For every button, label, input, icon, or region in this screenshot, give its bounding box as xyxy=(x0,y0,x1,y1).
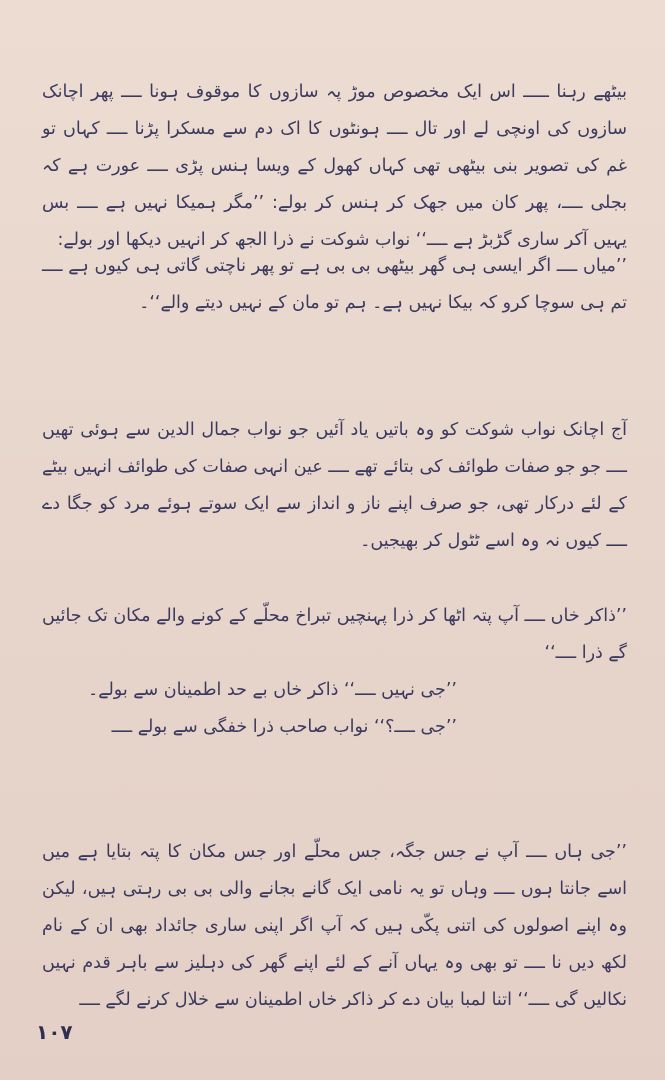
paragraph: ’’ذاکر خاں ــــ آپ پتہ اٹھا کر ذرا پہنچیں تبراخ محلّے کے کونے والے مکان تک جائیں گے ذرا ــــ‘‘ xyxy=(42,606,627,663)
dialogue-block xyxy=(42,598,627,746)
paragraph: ’’جی نہیں ــــ‘‘ ذاکر خاں بے حد اطمینان سے بولے۔ xyxy=(87,680,457,700)
paragraph-block xyxy=(42,834,627,1019)
paragraph-block xyxy=(42,412,627,560)
paragraph-block xyxy=(42,248,627,322)
paragraph: ’’جی ــــ؟‘‘ نواب صاحب ذرا خفگی سے بولے ــــ xyxy=(111,717,457,737)
paragraph: بیٹھے رہنا ـــــ اس ایک مخصوص موڑ پہ سازوں کا موقوف ہونا ــــ پھر اچانک سازوں کی اونچی لے اور تال ــــ ہونٹوں کا اک دم سے مسکرا پڑنا ــــ کہاں تو غم کی تصویر بنی بیٹھی تھی کہاں کھول کے ویسا ہنس پڑی ــــ عورت ہے کہ بجلی ــــ، پھر کان میں جھک کر ہنس کر بولے: ’’مگر ہمیکا نہیں ہے ــــ بس یہیں آکر ساری گڑبڑ ہے ــــ‘‘ نواب شوکت نے ذرا الجھ کر انہیں دیکھا اور بولے: xyxy=(42,82,627,250)
page-number: ۱۰۷ xyxy=(36,1020,73,1044)
paragraph: ’’جی ہاں ــــ آپ نے جس جگہ، جس محلّے اور جس مکان کا پتہ بتایا ہے میں اسے جانتا ہوں ــــ وہاں تو یہ نامی ایک گانے بجانے والی بی بی رہتی ہیں، لیکن وہ اپنے اصولوں کی اتنی پکّی ہیں کہ آپ اگر اپنی ساری جائداد بھی ان کے نام لکھ دیں نا ــــ تو بھی وہ یہاں آنے کے لئے اپنے گھر کی دہلیز سے باہر قدم نہیں نکالیں گی ــــ‘‘ اتنا لمبا بیان دے کر ذاکر خاں اطمینان سے خلال کرنے لگے ــــ xyxy=(42,842,627,1010)
paragraph-block xyxy=(42,74,627,259)
paragraph: آج اچانک نواب شوکت کو وہ باتیں یاد آئیں جو نواب جمال الدین سے ہوئی تھیں ــــ جو جو صفات طوائف کی بتائے تھے ــــ عین انہی صفات کی طوائف انہیں بیٹے کے لئے درکار تھی، جو صرف اپنے ناز و انداز سے ایک سوتے ہوئے مرد کو جگا دے ــــ کیوں نہ وہ اسے ٹٹول کر بھیجیں۔ xyxy=(42,420,627,551)
paragraph: ’’میاں ــــ اگر ایسی ہی گھر بیٹھی بی بی ہے تو پھر ناچتی گاتی ہی کیوں ہے ــــ تم ہی سوچا کرو کہ بیکا نہیں ہے۔ ہم تو مان کے نہیں دیتے والے‘‘۔ xyxy=(42,256,627,313)
